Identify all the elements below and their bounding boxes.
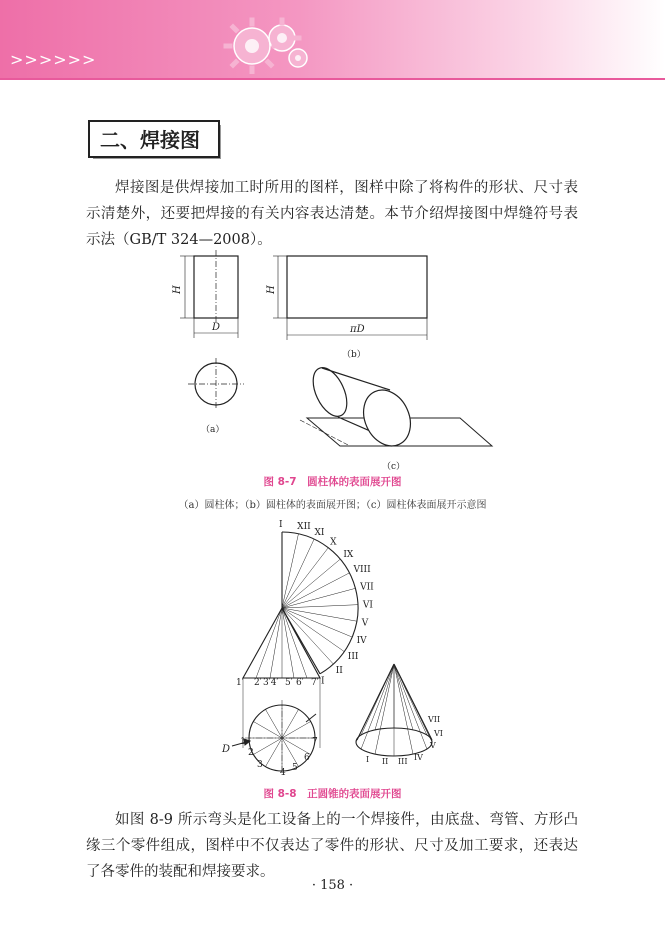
top-number: 6′ [296, 678, 304, 688]
figure-8-7-caption: 图 8-7 圆柱体的表面展开图 [263, 476, 402, 488]
base-division [282, 709, 299, 738]
base-division [253, 722, 282, 739]
fan-ray [282, 534, 298, 608]
figure-8-8 [0, 515, 665, 785]
top-number: 7′ [311, 678, 319, 688]
cone-numeral: VI [434, 729, 443, 738]
label-H-right: H [266, 285, 277, 294]
cone-numeral: VII [428, 715, 441, 724]
page-header-band [0, 0, 665, 78]
arc-numeral: XI [314, 527, 325, 538]
arc-numeral: VIII [353, 565, 371, 576]
label-c: （c） [382, 462, 406, 470]
cylinder-unroll-sketch [300, 363, 492, 454]
label-H-left: H [172, 285, 183, 294]
cone-generator [282, 608, 307, 678]
closing-paragraph: 如图 8-9 所示弯头是化工设备上的一个焊接件，由底盘、弯管、方形凸缘三个零件组成，图样中不仅表达了零件的形状、尺寸及加工要求，还表达了各零件的装配和焊接要求。 [86, 812, 578, 880]
base-division [253, 738, 282, 755]
top-number: 5′ [285, 678, 293, 688]
base-division [266, 709, 283, 738]
page-number: · 158 · [311, 878, 354, 893]
gears-icon [220, 14, 320, 74]
label-D: D [212, 322, 221, 333]
arc-numeral: X [330, 537, 337, 548]
cone-numeral: I [366, 755, 370, 764]
cone-3d [357, 664, 432, 740]
top-number: 1′ [236, 678, 244, 688]
circle-number: 6 [304, 753, 310, 763]
circle-number: 3 [257, 760, 263, 770]
arc-numeral: V [361, 618, 369, 629]
arc-numeral: VI [362, 600, 373, 611]
label-b: （b） [342, 350, 366, 360]
view-label-D: D [222, 744, 231, 755]
arc-numeral: II [335, 665, 343, 676]
cone3d-generator [375, 664, 394, 754]
header-underline [0, 78, 665, 80]
arc-numeral: I [321, 676, 325, 687]
section-title-text: 二、焊接图 [100, 128, 200, 152]
arc-numeral: XII [297, 521, 311, 532]
top-number: 2′ [254, 678, 262, 688]
label-piD: πD [350, 324, 365, 335]
arc-numeral: IV [356, 636, 367, 647]
cone-front-view [243, 608, 320, 678]
circle-number: 2 [248, 748, 254, 758]
intro-paragraph: 焊接图是供焊接加工时所用的图样，图样中除了将构件的形状、尺寸表示清楚外，还要把焊接的有关内容表达清楚。本节介绍焊接图中焊缝符号表示法（GB/T 324—2008）。 [86, 180, 578, 248]
arc-numeral: III [347, 652, 359, 663]
fan-ray [282, 539, 314, 608]
figure-8-7 [0, 245, 665, 470]
fan-ray [282, 573, 349, 608]
cone-numeral: V [430, 741, 436, 750]
circle-number: 5 [292, 763, 298, 773]
top-number: 3′4′ [263, 678, 279, 688]
fan-ray [282, 559, 340, 608]
cone3d-generator [394, 664, 427, 749]
label-a: （a） [201, 425, 225, 435]
fan-ray [282, 548, 328, 608]
cylinder-development-rect [287, 256, 427, 318]
figure-8-8-caption: 图 8-8 正圆锥的表面展开图 [263, 788, 402, 800]
cone3d-generator [394, 664, 427, 735]
arc-numeral: I [279, 520, 283, 530]
cone3d-generator [361, 664, 394, 749]
cone-numeral: III [398, 757, 408, 766]
cone3d-generator [394, 664, 413, 754]
base-division [266, 738, 283, 767]
header-arrows: >>>>>> [10, 50, 97, 69]
base-division [282, 722, 311, 739]
cone3d-generator [361, 664, 394, 735]
circle-number: 1 [240, 737, 246, 747]
circle-number: 7 [312, 737, 318, 747]
circle-number: 4 [280, 768, 286, 778]
cone-generator [256, 608, 282, 678]
fan-ray [282, 608, 357, 621]
arc-numeral: IX [343, 550, 354, 561]
section-title [88, 120, 220, 158]
cone-numeral: IV [414, 753, 423, 762]
arc-numeral: VII [360, 582, 374, 593]
figure-8-7-subcaption: （a）圆柱体；（b）圆柱体的表面展开图；（c）圆柱体表面展开示意图 [178, 500, 487, 511]
cone-numeral: II [382, 757, 389, 766]
